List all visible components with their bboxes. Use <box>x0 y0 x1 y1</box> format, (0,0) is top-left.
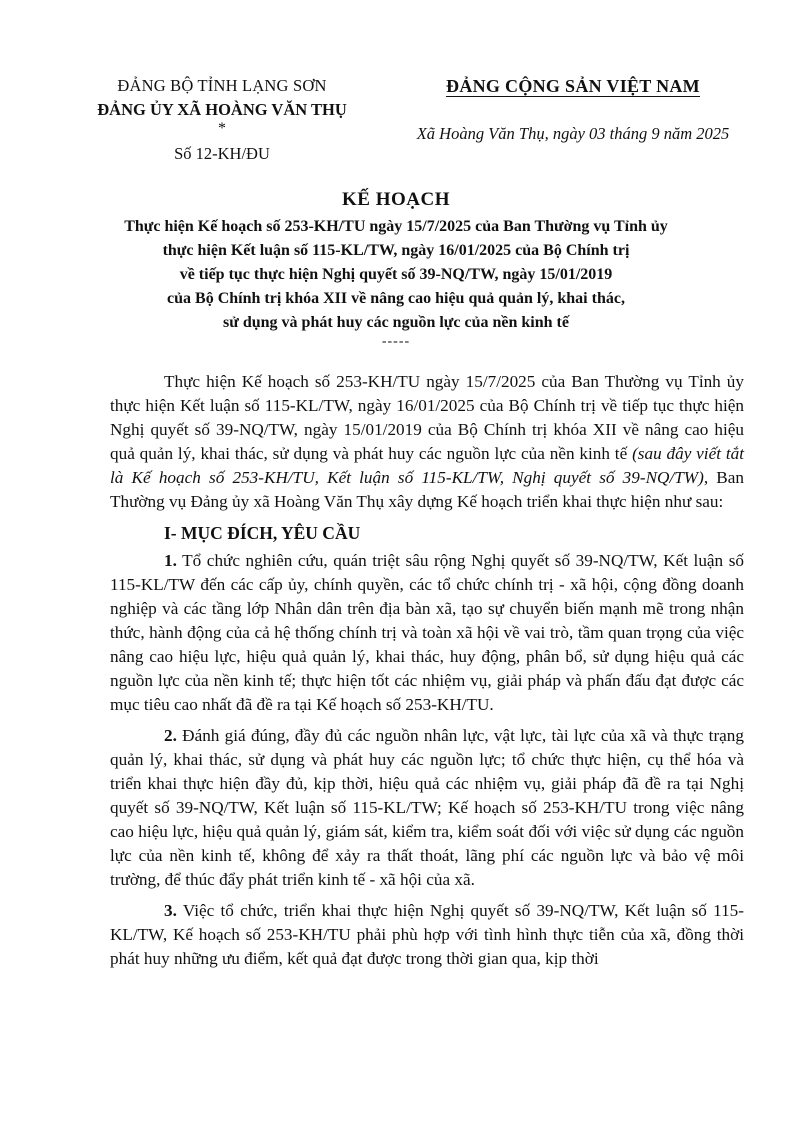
subtitle-line: của Bộ Chính trị khóa XII về nâng cao hiệu quả quản lý, khai thác, <box>167 290 625 307</box>
subtitle-line: sử dụng và phát huy các nguồn lực của nền kinh tế <box>223 314 569 331</box>
list-item <box>110 549 744 717</box>
list-item <box>110 724 744 892</box>
organization-name: ĐẢNG ỦY XÃ HOÀNG VĂN THỤ <box>97 100 347 119</box>
document-subtitle <box>96 215 696 335</box>
subtitle-line: Thực hiện Kế hoạch số 253-KH/TU ngày 15/7/2025 của Ban Thường vụ Tỉnh ủy <box>124 218 668 235</box>
document-number: Số 12-KH/ĐU <box>174 144 270 163</box>
intro-text-end: , Ban Thường vụ Đảng ủy xã Hoàng Văn Thụ xây dựng Kế hoạch triển khai thực hiện như sau: <box>110 468 744 511</box>
item-number: 2. <box>164 726 177 745</box>
subtitle-line: về tiếp tục thực hiện Nghị quyết số 39-NQ/TW, ngày 15/01/2019 <box>179 266 613 283</box>
item-text: Tổ chức nghiên cứu, quán triệt sâu rộng Nghị quyết số 39-NQ/TW, Kết luận số 115-KL/TW đến các cấp ủy, chính quyền, các tổ chức chính trị - xã hội, cộng đồng doanh nghiệp và các tầng lớp Nhân dân trên địa bàn xã, tạo sự chuyển biến mạnh mẽ trong nhận thức, hành động của cả hệ thống chính trị và toàn xã hội về vai trò, tầm quan trọng của việc nâng cao hiệu lực, hiệu quả quản lý, khai thác, huy động, phân bổ, sử dụng hiệu quả các nguồn lực của nền kinh tế; thực hiện tốt các nhiệm vụ, giải pháp và phấn đấu đạt được các mục tiêu cao nhất đã đề ra tại Kế hoạch số 253-KH/TU. <box>110 551 744 714</box>
place-and-date: Xã Hoàng Văn Thụ, ngày 03 tháng 9 năm 2025 <box>416 124 730 143</box>
document-body <box>110 370 744 978</box>
item-number: 1. <box>164 551 177 570</box>
intro-abbreviation-note: (sau đây viết tắt là Kế hoạch số 253-KH/TU, Kết luận số 115-KL/TW, Nghị quyết số 39-NQ/TW) <box>110 444 744 487</box>
subtitle-line: thực hiện Kết luận số 115-KL/TW, ngày 16/01/2025 của Bộ Chính trị <box>162 242 630 259</box>
party-name: ĐẢNG CỘNG SẢN VIỆT NAM <box>446 76 700 96</box>
star-separator: * <box>218 120 226 137</box>
item-number: 3. <box>164 901 177 920</box>
intro-text: Thực hiện Kế hoạch số 253-KH/TU ngày 15/7/2025 của Ban Thường vụ Tỉnh ủy thực hiện Kết luận số 115-KL/TW, ngày 16/01/2025 của Bộ Chính trị về tiếp tục thực hiện Nghị quyết số 39-NQ/TW, ngày 15/01/2019 của Bộ Chính trị khóa XII về nâng cao hiệu quả quản lý, khai thác, sử dụng và phát huy các nguồn lực của nền kinh tế <box>110 372 744 463</box>
parent-organization: ĐẢNG BỘ TỈNH LẠNG SƠN <box>117 76 327 95</box>
issuing-organization <box>72 74 372 166</box>
document-type: KẾ HOẠCH <box>342 189 450 210</box>
title-divider: ----- <box>381 334 411 349</box>
intro-paragraph <box>110 370 744 514</box>
title-block <box>96 188 696 349</box>
section-heading: I- MỤC ĐÍCH, YÊU CẦU <box>164 523 361 543</box>
national-header <box>396 74 750 146</box>
list-item <box>110 899 744 971</box>
item-text: Việc tổ chức, triển khai thực hiện Nghị quyết số 39-NQ/TW, Kết luận số 115-KL/TW, Kế hoạch số 253-KH/TU phải phù hợp với tình hình thực tiễn của xã, đồng thời phát huy những ưu điểm, kết quả đạt được trong thời gian qua, kịp thời <box>110 901 744 968</box>
item-text: Đánh giá đúng, đầy đủ các nguồn nhân lực, vật lực, tài lực của xã và thực trạng quản lý, khai thác, sử dụng và phát huy các nguồn lực; tổ chức thực hiện, cụ thể hóa và triển khai thực hiện đầy đủ, kịp thời, hiệu quả các nhiệm vụ, giải pháp đã đề ra tại Nghị quyết số 39-NQ/TW, Kết luận số 115-KL/TW; Kế hoạch số 253-KH/TU trong việc nâng cao hiệu lực, hiệu quả quản lý, giám sát, kiểm tra, kiểm soát đối với việc sử dụng các nguồn lực của nền kinh tế, không để xảy ra thất thoát, lãng phí các nguồn lực và bảo vệ môi trường, để thúc đẩy phát triển kinh tế - xã hội của xã. <box>110 726 744 889</box>
